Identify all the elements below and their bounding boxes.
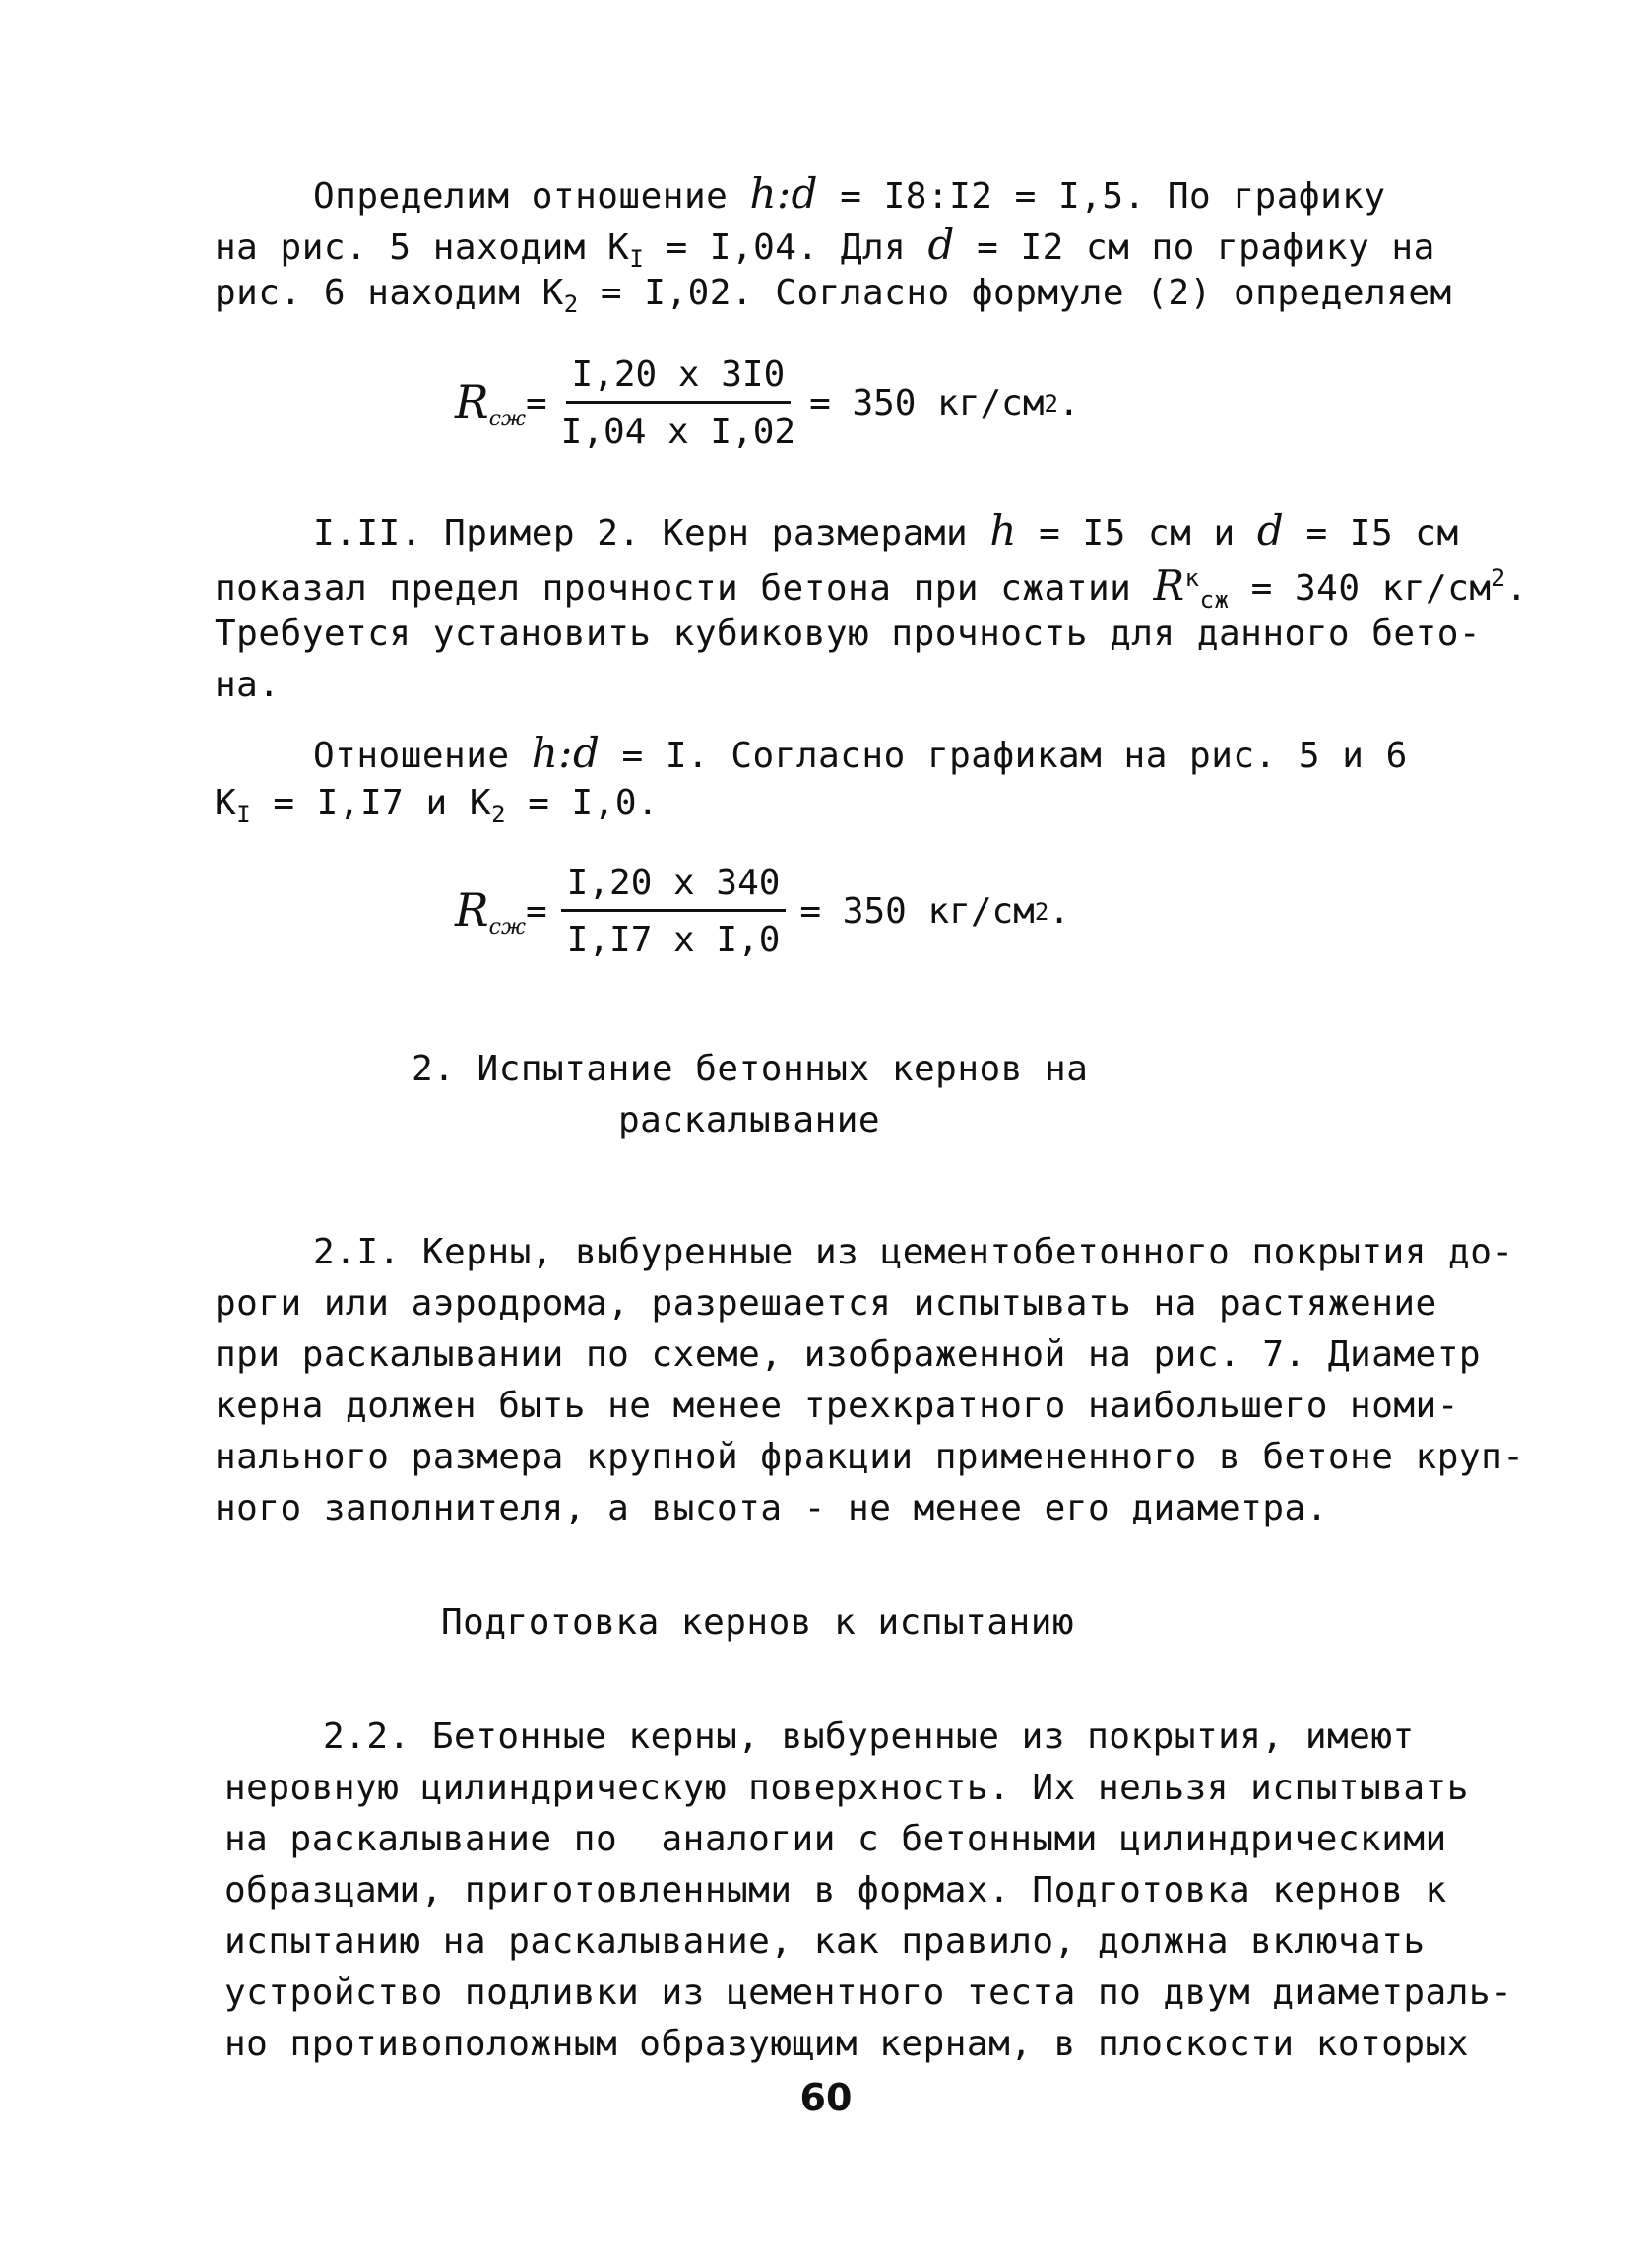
para5-line6: устройство подливки из цементного теста по двум диаметраль- xyxy=(224,1973,1513,2013)
para4-line5: нального размера крупной фракции примененного в бетоне круп- xyxy=(215,1437,1525,1477)
para5-line4: образцами, приготовленными в формах. Подготовка кернов к xyxy=(224,1870,1447,1911)
formula-2: $R_{сж}$ = $\frac{I,20 x 340}{\text{I,I7 x I,0}}$ = 350 кг/см 2 . xyxy=(455,863,1070,960)
page-number: 60 xyxy=(799,2076,853,2119)
para5-line5: испытанию на раскалывание, как правило, должна включать xyxy=(224,1921,1426,1962)
para2-line2: показал предел прочности бетона при сжатии $R^к_{сж} = 340$ $кг/см^2$. xyxy=(215,561,1528,614)
para1-line1: Определим отношение h:d = I8:I2 = I,5. По графику xyxy=(313,169,1386,218)
section-title-line1: 2. Испытание бетонных кернов на xyxy=(412,1049,1089,1089)
formula-2-lhs: $R_{сж}$ xyxy=(455,883,526,939)
para2-line4: на. xyxy=(215,665,281,705)
formula-1-fraction: $\frac{I,20 x 3I0}{\text{I,04 x I,02}}$ xyxy=(560,355,796,452)
formula-1-lhs: $R_{сж}$ xyxy=(455,375,526,431)
para3-line2: $К_I = I,I7$ и $К_2 = I,0$. xyxy=(215,783,660,828)
para4-line1: 2.I. Керны, выбуренные из цементобетонного покрытия до- xyxy=(313,1232,1514,1272)
subsection-title: Подготовка кернов к испытанию xyxy=(441,1602,1075,1643)
para4-line2: роги или аэродрома, разрешается испытывать на растяжение xyxy=(215,1283,1437,1324)
para1-line3: рис. 6 находим $К_2 = I,02$. Согласно формуле (2) определяем xyxy=(215,273,1452,318)
formula-2-fraction: $\frac{I,20 x 340}{\text{I,I7 x I,0}}$ xyxy=(561,863,787,960)
section-title-line2: раскалывание xyxy=(618,1100,881,1140)
para5-line1: 2.2. Бетонные керны, выбуренные из покрытия, имеют xyxy=(323,1716,1415,1757)
para5-line2: неровную цилиндрическую поверхность. Их нельзя испытывать xyxy=(224,1768,1469,1808)
para4-line4: керна должен быть не менее трехкратного наибольшего номи- xyxy=(215,1386,1459,1426)
para2-line3: Требуется установить кубиковую прочность для данного бето- xyxy=(215,614,1482,654)
para2-line1: I.II. Пример 2. Керн размерами h = I5 см и d = I5 см xyxy=(313,506,1459,554)
para1-line2: на рис. 5 находим $К_I = I,04$. Для d = I2 см по графику на xyxy=(215,221,1435,273)
para3-line1: Отношение h:d = I. Согласно графикам на рис. 5 и 6 xyxy=(313,729,1408,777)
para4-line6: ного заполнителя, а высота - не менее его диаметра. xyxy=(215,1488,1328,1528)
formula-1: $R_{сж}$ = $\frac{I,20 x 3I0}{\text{I,04 x I,02}}$ = 350 кг/см 2 . xyxy=(455,355,1080,452)
para5-line7: но противоположным образующим кернам, в плоскости которых xyxy=(224,2024,1469,2064)
para5-line3: на раскалывание по аналогии с бетонными цилиндрическими xyxy=(224,1819,1447,1859)
para4-line3: при раскалывании по схеме, изображенной на рис. 7. Диаметр xyxy=(215,1334,1482,1375)
